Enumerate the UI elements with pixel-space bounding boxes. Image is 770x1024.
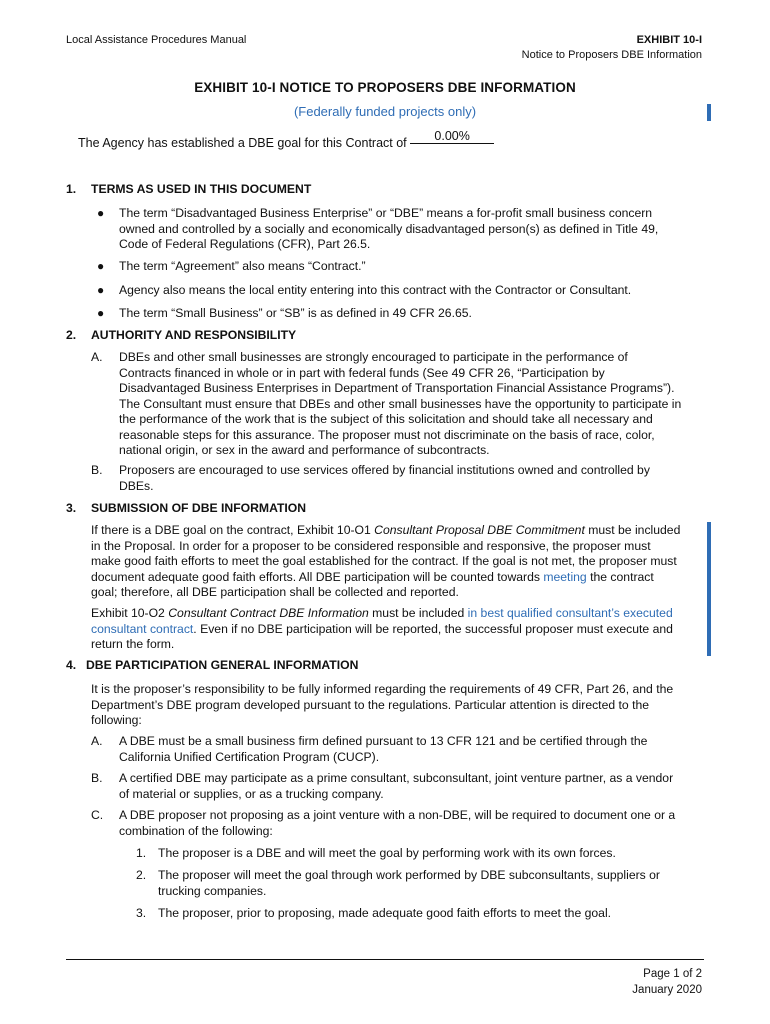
bullet-icon: ● [97,259,105,273]
page-title: EXHIBIT 10-I NOTICE TO PROPOSERS DBE INFORMATION [194,80,576,95]
section-4-number: 4. [66,658,77,672]
list-item-line: The term “Disadvantaged Business Enterprise” or “DBE” means a for-profit small business concern [119,206,653,220]
section-1-heading: TERMS AS USED IN THIS DOCUMENT [91,182,312,196]
paragraph [119,463,709,494]
paragraph-line: consultant contract. Even if no DBE participation will be reported, the successful proposer must execute and [91,621,673,636]
paragraph-line: document adequate good faith efforts. All DBE participation will be counted towards meeting the contract [91,569,654,584]
paragraph-line: A DBE proposer not proposing as a joint venture with a non-DBE, will be required to document one or a [119,808,676,822]
list-item-line: The proposer will meet the goal through work performed by DBE subconsultants, suppliers or [158,868,660,882]
paragraph-line: California Unified Certification Program (CUCP). [119,749,380,764]
header-manual-title: Local Assistance Procedures Manual [66,34,247,46]
paragraph-line: Disadvantaged Business Enterprises in Department of Transportation Financial Assistance Programs”). [119,381,675,395]
dbe-goal-statement [78,129,494,151]
item-label: 2. [136,868,147,882]
change-bar [707,522,711,656]
paragraph-line: reasonable steps for this assurance. The proposer must not discriminate on the basis of race, color, [119,427,655,442]
section-4-heading: DBE PARTICIPATION GENERAL INFORMATION [86,658,359,672]
list-item-line: Code of Federal Regulations (CFR), Part 26.5. [119,237,371,251]
paragraph-line: Contracts financed in whole or in part with federal funds (See 49 CFR 26, “Participation by [119,365,605,380]
item-label: B. [91,463,103,477]
bullet-icon: ● [97,283,105,297]
list-item: The term “Agreement” also means “Contract.” [119,259,366,273]
list-item: The term “Small Business” or “SB” is as defined in 49 CFR 26.65. [119,306,472,320]
section-3-heading: SUBMISSION OF DBE INFORMATION [91,501,307,515]
section-2-heading: AUTHORITY AND RESPONSIBILITY [91,328,297,342]
item-label: A. [91,350,103,364]
paragraph-line: If there is a DBE goal on the contract, Exhibit 10-O1 Consultant Proposal DBE Commitment must be included [91,523,681,537]
paragraph [91,606,706,653]
page-number: Page 1 of 2 [643,968,702,980]
page-subtitle: (Federally funded projects only) [293,104,477,119]
paragraph-line: A certified DBE may participate as a prime consultant, subconsultant, joint venture partner, as a vendor [119,771,674,785]
paragraph-line: following: [91,713,142,727]
paragraph [119,771,709,802]
dbe-goal-value: 0.00% [410,129,494,144]
paragraph-line: goal; therefore, all DBE participation shall be collected and reported. [91,585,459,599]
paragraph-line: DBEs and other small businesses are strongly encouraged to participate in the performance of [119,350,628,364]
bullet-icon: ● [97,306,105,320]
item-label: 3. [136,906,147,920]
paragraph-line: the performance of the work that is the subject of this solicitation and should take all necessary and [119,412,653,426]
dbe-goal-label: The Agency has established a DBE goal for this Contract of [78,136,407,150]
paragraph-line: in the Proposal. In order for a proposer to be considered responsible and responsive, the proposer must [91,538,651,553]
item-label: 1. [136,846,147,860]
paragraph [91,523,706,601]
change-bar [707,104,711,121]
list-item [119,206,689,253]
paragraph-line: national origin, or sex in the award and performance of subcontracts. [119,443,490,457]
item-label: C. [91,808,104,822]
list-item: The proposer is a DBE and will meet the goal by performing work with its own forces. [158,846,616,860]
paragraph [119,734,709,765]
footer-divider [66,959,704,960]
list-item-line: trucking companies. [158,883,267,898]
paragraph-line: A DBE must be a small business firm defined pursuant to 13 CFR 121 and be certified through the [119,734,648,748]
paragraph [91,682,706,729]
list-item: The proposer, prior to proposing, made adequate good faith efforts to meet the goal. [158,906,612,920]
paragraph-line: It is the proposer’s responsibility to be fully informed regarding the requirements of 49 CFR, Part 26, and the [91,682,674,696]
footer [632,966,702,998]
section-1-number: 1. [66,182,77,196]
item-label: B. [91,771,103,785]
list-item: Agency also means the local entity entering into this contract with the Contractor or Consultant. [119,283,632,297]
paragraph-line: Department’s DBE program developed pursuant to the regulations. Particular attention is directed to the [91,697,650,712]
item-label: A. [91,734,103,748]
paragraph [119,350,709,459]
footer-date: January 2020 [632,984,702,996]
section-3-number: 3. [66,501,77,515]
header-exhibit [522,33,702,63]
paragraph-line: DBEs. [119,478,154,493]
paragraph-line: make good faith efforts to meet the goal established for the contract. If the goal is not met, the proposer must [91,554,677,568]
paragraph-line: of material or supplies, or as a trucking company. [119,786,384,801]
section-2-number: 2. [66,328,77,342]
paragraph-line: Proposers are encouraged to use services offered by financial institutions owned and controlled by [119,463,650,477]
paragraph-line: Exhibit 10-O2 Consultant Contract DBE Information must be included in best qualified consultant’s executed [91,606,673,620]
list-item [158,868,708,899]
paragraph-line: combination of the following: [119,823,273,838]
header-exhibit-subtitle: Notice to Proposers DBE Information [521,49,702,61]
bullet-icon: ● [97,206,105,220]
paragraph [119,808,709,839]
header-exhibit-number: EXHIBIT 10-I [636,34,702,46]
paragraph-line: The Consultant must ensure that DBEs and other small businesses have the opportunity to participate in [119,396,682,411]
paragraph-line: return the form. [91,637,175,651]
list-item-line: owned and controlled by a socially and economically disadvantaged person(s) as defined in Title 49, [119,221,659,236]
